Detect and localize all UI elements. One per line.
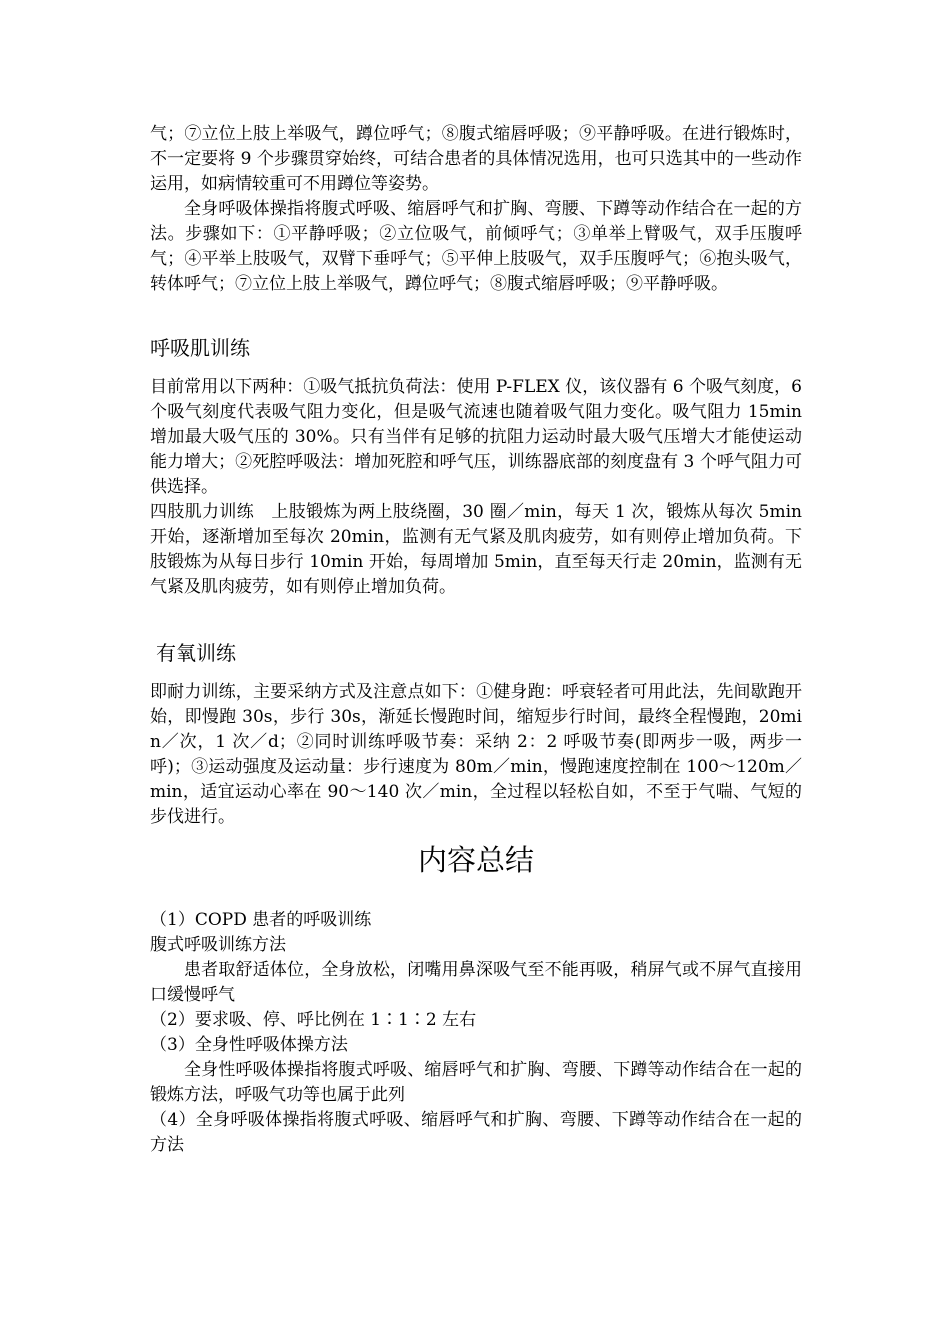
summary-line: 腹式呼吸训练方法 (150, 935, 286, 955)
summary-title: 内容总结 (417, 843, 534, 877)
body-paragraph: 气；⑦立位上肢上举吸气，蹲位呼气；⑧腹式缩唇呼吸；⑨平静呼吸。在进行锻炼时，不一定要将 9 个步骤贯穿始终，可结合患者的具体情况选用，也可只选其中的一些动作运用，如病情较重可不用蹲位等姿势。 (150, 124, 802, 194)
document-page (150, 122, 802, 1158)
section-heading-aerobic: 有氧训练 (156, 641, 236, 665)
body-paragraph: 四肢肌力训练 上肢锻炼为两上肢绕圈，30 圈／min，每天 1 次，锻炼从每次 5min 开始，逐渐增加至每次 20min，监测有无气紧及肌肉疲劳，如有则停止增加负荷。下肢锻炼为从每日步行 10min 开始，每周增加 5min，直至每天行走 20min，监测有无气紧及肌肉疲劳，如有则停止增加负荷。 (150, 502, 802, 597)
body-paragraph: 全身呼吸体操指将腹式呼吸、缩唇呼气和扩胸、弯腰、下蹲等动作结合在一起的方法。步骤如下：①平静呼吸；②立位吸气，前倾呼气；③单举上臂吸气，双手压腹呼气；④平举上肢吸气，双臂下垂呼气；⑤平伸上肢吸气，双手压腹呼气；⑥抱头吸气，转体呼气；⑦立位上肢上举吸气，蹲位呼气；⑧腹式缩唇呼吸；⑨平静呼吸。 (150, 199, 802, 294)
summary-line: （4）全身呼吸体操指将腹式呼吸、缩唇呼气和扩胸、弯腰、下蹲等动作结合在一起的方法 (150, 1110, 802, 1155)
summary-line: 全身性呼吸体操指将腹式呼吸、缩唇呼气和扩胸、弯腰、下蹲等动作结合在一起的锻炼方法，呼吸气功等也属于此列 (150, 1060, 802, 1105)
summary-line: （1）COPD 患者的呼吸训练 (150, 910, 372, 930)
body-paragraph: 目前常用以下两种：①吸气抵抗负荷法：使用 P-FLEX 仪，该仪器有 6 个吸气刻度，6 个吸气刻度代表吸气阻力变化，但是吸气流速也随着吸气阻力变化。吸气阻力 15min 增加最大吸气压的 30%。只有当伴有足够的抗阻力运动时最大吸气压增大才能使运动能力增大；②死腔呼吸法：增加死腔和呼气压，训练器底部的刻度盘有 3 个呼气阻力可供选择。 (150, 377, 802, 497)
body-paragraph: 即耐力训练，主要采纳方式及注意点如下：①健身跑：呼衰轻者可用此法，先间歇跑开始，即慢跑 30s，步行 30s，渐延长慢跑时间，缩短步行时间，最终全程慢跑，20min／次，1 次／d；②同时训练呼吸节奏：采纳 2：2 呼吸节奏(即两步一吸，两步一呼)；③运动强度及运动量：步行速度为 80m／min，慢跑速度控制在 100～120m／min，适宜运动心率在 90～140 次／min，全过程以轻松自如，不至于气喘、气短的步伐进行。 (150, 682, 802, 827)
section-heading-breathing-muscle: 呼吸肌训练 (150, 336, 250, 360)
summary-line: （2）要求吸、停、呼比例在 1∶1∶2 左右 (150, 1010, 477, 1030)
summary-line: （3）全身性呼吸体操方法 (150, 1035, 348, 1055)
summary-line: 患者取舒适体位，全身放松，闭嘴用鼻深吸气至不能再吸，稍屏气或不屏气直接用口缓慢呼气 (150, 960, 802, 1005)
